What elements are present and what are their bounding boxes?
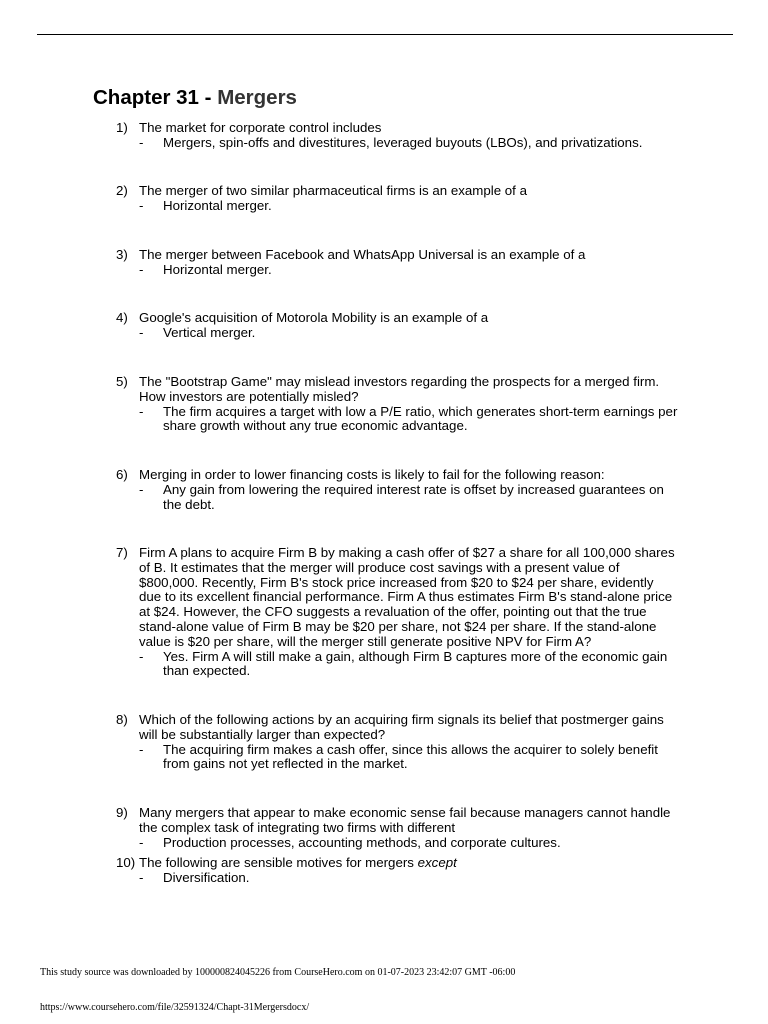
question-text-emphasis: except (417, 855, 457, 870)
answer-item (139, 136, 678, 151)
answer-item (139, 871, 678, 886)
chapter-subject: Mergers (217, 86, 297, 109)
answer-text: Horizontal merger. (163, 197, 272, 213)
question-number: 10) (116, 855, 136, 870)
answer-dash: - (139, 261, 144, 277)
answer-dash: - (139, 834, 144, 850)
question-item (116, 248, 678, 278)
answer-item (139, 836, 678, 851)
question-item (116, 468, 678, 512)
answer-text: The firm acquires a target with low a P/E ratio, which generates short-term earnings per share growth without any true economic advantage. (163, 403, 678, 434)
answer-dash: - (139, 481, 144, 497)
question-text: The merger of two similar pharmaceutical firms is an example of a (139, 183, 527, 198)
answer-dash: - (139, 648, 144, 664)
question-text: Firm A plans to acquire Firm B by making a cash offer of $27 a share for all 100,000 shares of B. It estimates that the merger will produce cost savings with a present value of $800,000. Recently, Firm B's stock price increased from $20 to $24 per share, evidently due to its excellent financial performance. Firm A thus estimates Firm B's stand-alone price at $24. However, the CFO suggests a revaluation of the offer, pointing out that the true stand-alone value of Firm B may be $20 per share, not $24 per share. If the stand-alone value is $20 per share, will the merger still generate positive NPV for Firm A? (139, 545, 675, 649)
question-number: 3) (116, 247, 128, 262)
question-item (116, 546, 678, 679)
question-text: The market for corporate control includes (139, 120, 382, 135)
top-rule (37, 34, 733, 35)
question-item (116, 311, 678, 341)
answer-text: Yes. Firm A will still make a gain, although Firm B captures more of the economic gain than expected. (163, 648, 668, 679)
question-text: Many mergers that appear to make economic sense fail because managers cannot handle the complex task of integrating two firms with different (139, 805, 671, 835)
page-title (93, 86, 297, 110)
answer-dash: - (139, 869, 144, 885)
answer-item (139, 743, 678, 773)
answer-text: Any gain from lowering the required interest rate is offset by increased guarantees on the debt. (163, 481, 664, 512)
answer-dash: - (139, 197, 144, 213)
question-number: 2) (116, 183, 128, 198)
title-separator: - (198, 86, 218, 109)
chapter-number: Chapter 31 (93, 86, 199, 109)
answer-text: Production processes, accounting methods, and corporate cultures. (163, 834, 561, 850)
question-text (139, 856, 678, 871)
question-text: Google's acquisition of Motorola Mobility is an example of a (139, 310, 489, 325)
answer-dash: - (139, 403, 144, 419)
question-text-prefix: The following are sensible motives for mergers (139, 855, 418, 870)
question-number: 1) (116, 120, 128, 135)
question-text: Merging in order to lower financing costs is likely to fail for the following reason: (139, 467, 605, 482)
answer-text: The acquiring firm makes a cash offer, since this allows the acquirer to solely benefit from gains not yet reflected in the market. (163, 741, 658, 772)
answer-text: Mergers, spin-offs and divestitures, leveraged buyouts (LBOs), and privatizations. (163, 134, 643, 150)
answer-item (139, 199, 678, 214)
question-number: 6) (116, 467, 128, 482)
question-item (116, 806, 678, 850)
question-item (116, 375, 678, 434)
answer-text: Vertical merger. (163, 324, 256, 340)
question-number: 8) (116, 712, 128, 727)
question-text: The "Bootstrap Game" may mislead investors regarding the prospects for a merged firm. How investors are potentially misled? (139, 374, 660, 404)
answer-text: Diversification. (163, 869, 250, 885)
question-text: Which of the following actions by an acquiring firm signals its belief that postmerger gains will be substantially larger than expected? (139, 712, 664, 742)
answer-dash: - (139, 324, 144, 340)
question-number: 5) (116, 374, 128, 389)
answer-dash: - (139, 134, 144, 150)
source-url[interactable]: https://www.coursehero.com/file/32591324/Chapt-31Mergersdocx/ (40, 1002, 310, 1013)
question-number: 7) (116, 545, 128, 560)
answer-item (139, 650, 678, 680)
question-number: 9) (116, 805, 128, 820)
question-item (116, 121, 678, 151)
answer-text: Horizontal merger. (163, 261, 272, 277)
question-text: The merger between Facebook and WhatsApp Universal is an example of a (139, 247, 586, 262)
question-item (116, 184, 678, 214)
question-number: 4) (116, 310, 128, 325)
answer-item (139, 326, 678, 341)
answer-item (139, 483, 678, 513)
question-item (116, 713, 678, 772)
answer-item (139, 263, 678, 278)
answer-item (139, 405, 678, 435)
question-item (116, 856, 678, 886)
answer-dash: - (139, 741, 144, 757)
download-note: This study source was downloaded by 100000824045226 from CourseHero.com on 01-07-2023 23:42:07 GMT -06:00 (40, 967, 516, 978)
